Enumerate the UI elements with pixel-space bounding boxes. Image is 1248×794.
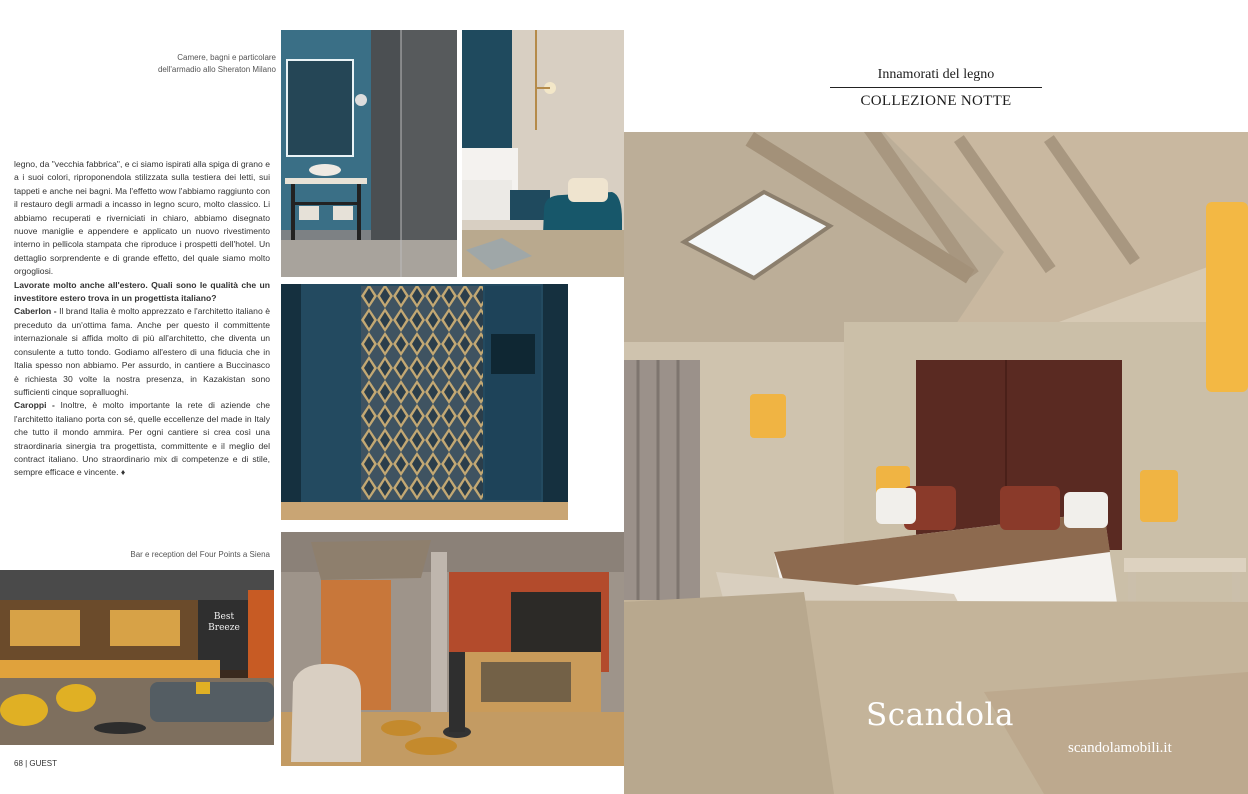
speaker-caroppi: Caroppi - — [14, 400, 55, 411]
bar-sign-line1: Best — [213, 612, 235, 622]
heading-divider — [830, 87, 1042, 88]
question-text: Lavorate molto anche all'estero. Quali sono le qualità che un investitore estero trova in un progettista italiano? — [14, 279, 270, 304]
answer-caberlon — [14, 305, 270, 399]
scandola-logo: Scandola — [866, 697, 1014, 733]
photo-bathroom — [281, 30, 457, 277]
photo-wardrobe — [281, 284, 568, 520]
caption-top — [100, 52, 276, 76]
paragraph-1: legno, da "vecchia fabbrica", e ci siamo ispirati alla spiga di grano e a i suoi colori, riproponendola stilizzata sulla testiera dei letti, sui tappeti e anche nei bagni. Ma l'effetto wow l'abbiamo raggiunto con il restauro degli armadi a incasso in legno scuro, molto classico. Li abbiamo recuperati e riverniciati in chiaro, abbiamo disegnato nuove maniglie e appendere e applicato un nuovo rivestimento interno in pellicola stampata che riproduce i prospetti dell'hotel. Un dettaglio sorprendente e di grande effetto, del quale siamo molto orgogliosi. — [14, 159, 270, 277]
bar-illustration — [0, 570, 274, 745]
speaker-caberlon: Caberlon - — [14, 306, 57, 317]
caption-top-line2: dell'armadio allo Sheraton Milano — [157, 65, 276, 74]
photo-bedroom-chair — [462, 30, 624, 277]
article-body — [14, 158, 270, 480]
bathroom-illustration — [281, 30, 457, 277]
photo-main-bedroom — [624, 132, 1248, 794]
answer-caberlon-text: Il brand Italia è molto apprezzato e l'architetto italiano è preceduto da un'ottima fama. Anche per questo il committente internazionale si affida molto di più all'architetto, che diventa un consulente a tutto tondo. Godiamo all'estero di una fiducia che in Italia spesso non abbiamo. Per assurdo, in cantiere a Buccinasco è richiesta 30 volte la nostra presenza, in Kazakistan sono sufficienti cinque sopralluoghi. — [14, 306, 271, 397]
question — [14, 279, 270, 306]
photo-reception — [281, 532, 624, 766]
bedroom-illustration — [462, 30, 624, 277]
ad-heading — [830, 66, 1042, 110]
brand-url[interactable]: scandolamobili.it — [1068, 740, 1172, 756]
photo-bar — [0, 570, 274, 745]
caption-bottom: Bar e reception del Four Points a Siena — [130, 550, 270, 559]
caption-top-line1: Camere, bagni e particolare — [177, 53, 276, 62]
ad-title: Innamorati del legno — [877, 67, 995, 82]
reception-illustration — [281, 532, 624, 766]
bar-sign-line2: Breeze — [208, 623, 240, 633]
page-footer: 68 | GUEST — [14, 759, 57, 768]
answer-caroppi-text: Inoltre, è molto importante la rete di aziende che l'architetto italiano porta con sé, quelle eccellenze del made in Italy che tutto il mondo ammira. Per ogni cantiere si crea così una straordinaria sinergia tra progettista, committente e il meglio del contract italiano. Uno straordinario mix di competenze e di stile, sempre efficace e vincente. ♦ — [14, 400, 271, 478]
bar-sign — [204, 612, 244, 634]
main-bedroom-illustration — [624, 132, 1248, 794]
answer-caroppi — [14, 399, 270, 479]
ad-subtitle: COLLEZIONE NOTTE — [860, 93, 1012, 109]
wardrobe-illustration — [281, 284, 568, 520]
